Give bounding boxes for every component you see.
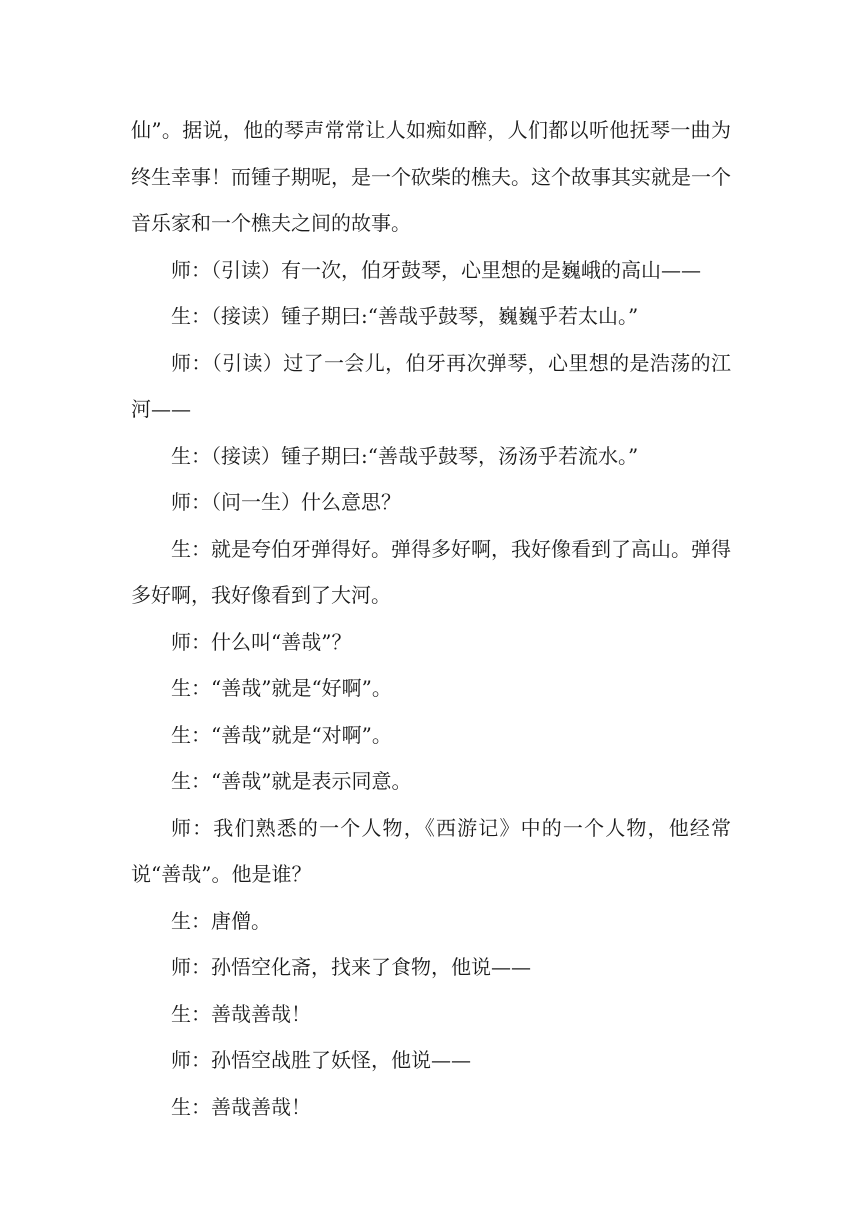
paragraph: 生：“善哉”就是表示同意。 bbox=[171, 769, 412, 793]
paragraph: 师：（引读）过了一会儿，伯牙再次弹琴，心里想的是浩荡的江河—— bbox=[131, 350, 731, 421]
paragraph: 师：孙悟空战胜了妖怪，他说—— bbox=[171, 1048, 471, 1072]
paragraph: 生：（接读）锺子期曰:“善哉乎鼓琴，巍巍乎若太山。” bbox=[171, 304, 639, 328]
paragraph: 师：（问一生）什么意思？ bbox=[171, 490, 401, 514]
paragraph: 生：善哉善哉！ bbox=[171, 1001, 311, 1026]
paragraph: 生：就是夸伯牙弹得好。弹得多好啊，我好像看到了高山。弹得多好啊，我好像看到了大河。 bbox=[131, 536, 731, 607]
paragraph: 师：什么叫“善哉”？ bbox=[171, 629, 352, 654]
paragraph: 师：孙悟空化斋，找来了食物，他说—— bbox=[171, 955, 531, 979]
paragraph: 仙”。据说，他的琴声常常让人如痴如醉，人们都以听他抚琴一曲为终生幸事！而锺子期呢，是一个砍柴的樵夫。这个故事其实就是一个音乐家和一个樵夫之间的故事。 bbox=[131, 118, 731, 235]
paragraph: 师：（引读）有一次，伯牙鼓琴，心里想的是巍峨的高山—— bbox=[171, 257, 701, 282]
paragraph: 生：“善哉”就是“好啊”。 bbox=[171, 676, 392, 700]
paragraph: 生：“善哉”就是“对啊”。 bbox=[171, 722, 392, 747]
paragraph: 生：唐僧。 bbox=[171, 908, 271, 933]
paragraph: 生：（接读）锺子期曰:“善哉乎鼓琴，汤汤乎若流水。” bbox=[171, 443, 639, 468]
paragraph: 师：我们熟悉的一个人物，《西游记》中的一个人物，他经常说“善哉”。他是谁？ bbox=[131, 815, 731, 886]
document-body bbox=[131, 107, 731, 1130]
paragraph: 生：善哉善哉！ bbox=[171, 1094, 311, 1119]
